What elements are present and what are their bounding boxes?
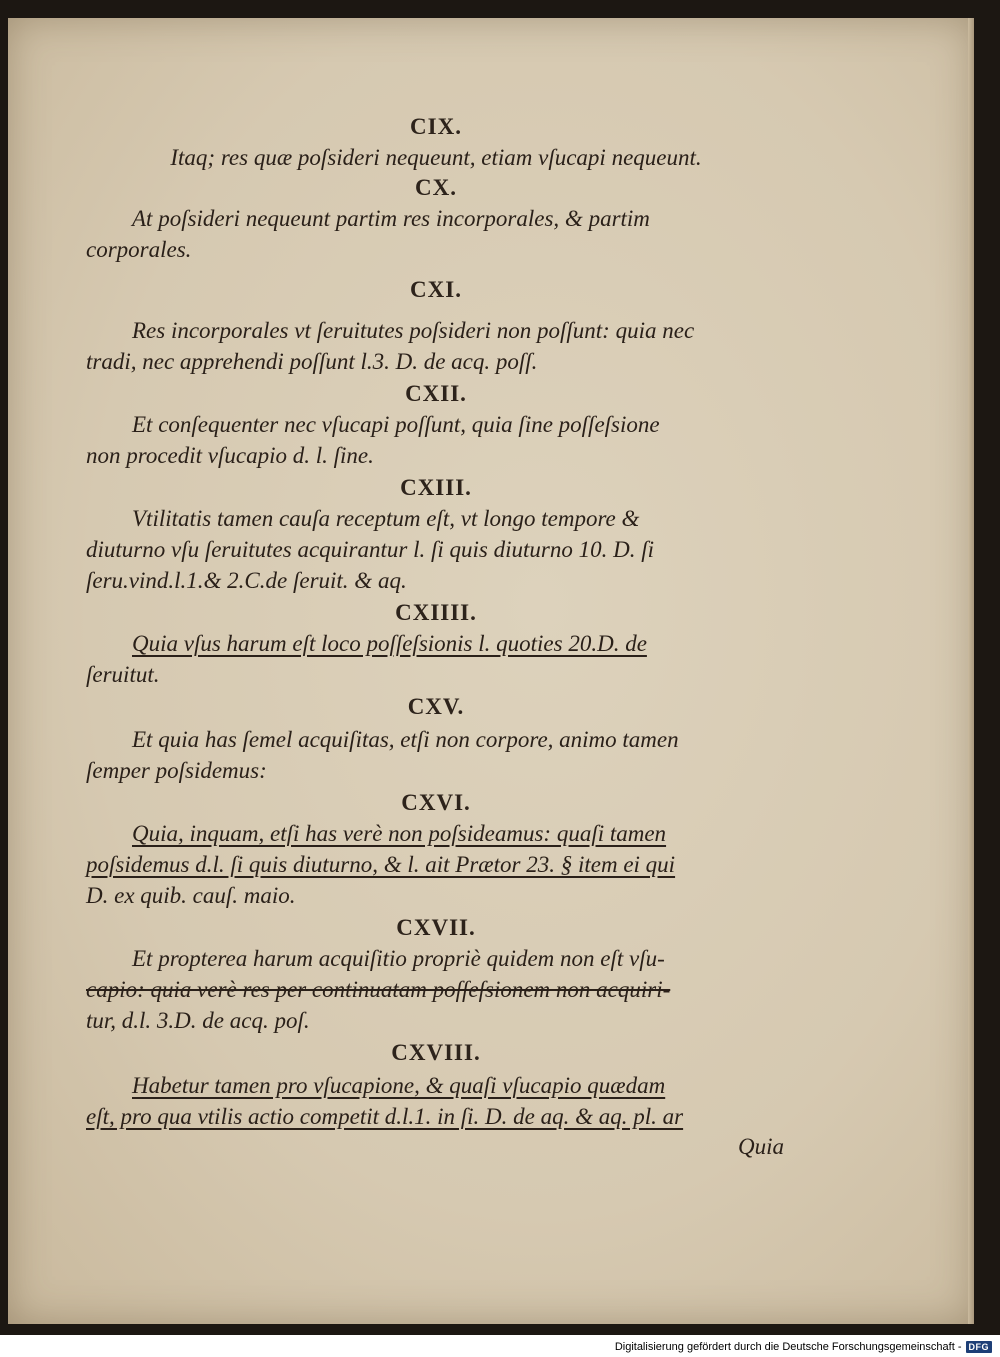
section-heading: CXVII. (396, 915, 476, 940)
section-heading: CXVI. (401, 790, 471, 815)
section-text (86, 1070, 786, 1132)
dfg-logo-icon: DFG (966, 1341, 993, 1353)
footer-text: Digitalisierung gefördert durch die Deutsche Forschungsgemeinschaft - (614, 1341, 962, 1353)
underlined-text: Quia vſus harum eſt loco poſſeſsionis l. quoties 20.D. de (132, 631, 647, 656)
page-edge (968, 18, 974, 1324)
section-text: Et conſequenter nec vſucapi poſſunt, quia ſine poſſeſsione non procedit vſucapio d. l. ſine. (86, 412, 660, 468)
section-text: At poſsideri nequeunt partim res incorporales, & partim corporales. (86, 206, 650, 262)
book-page (8, 18, 974, 1324)
underlined-text: Quia, inquam, etſi has verè non poſsideamus: quaſi tamen (132, 821, 667, 846)
section-heading: CXV. (407, 694, 465, 719)
text-block (86, 112, 786, 1162)
section-heading: CXI. (410, 277, 462, 302)
section-heading: CXVIII. (391, 1040, 481, 1065)
section-heading: CXII. (405, 381, 467, 406)
catchword: Quia (738, 1134, 784, 1159)
underlined-text: eſt, pro qua vtilis actio competit d.l.1. in ſi. D. de aq. & aq. pl. ar (86, 1104, 684, 1129)
section-text: Et propterea harum acquiſitio propriè quidem non eſt vſu- capio: quia verè res per continuatam poſſeſsionem non acquiri- tur, d.l. 3.D. de acq. poſ. (86, 946, 671, 1033)
section-text: Quia vſus harum eſt loco poſſeſsionis l. quoties 20.D. de ſeruitut. (86, 631, 647, 687)
section-heading: CX. (415, 175, 457, 200)
struck-text: capio: quia verè res per continuatam poſſeſsionem non acquiri- (86, 977, 671, 1002)
section-text: Quia, inquam, etſi has verè non poſsideamus: quaſi tamen poſsidemus d.l. ſi quis diuturno, & l. ait Prætor 23. § item ei qui D. ex quib. cauſ. maio. (86, 821, 676, 908)
section-heading: CIX. (410, 114, 462, 139)
digitization-footer (615, 1339, 992, 1355)
section-heading: CXIIII. (395, 600, 477, 625)
underlined-text: poſsidemus d.l. ſi quis diuturno, & l. ait Prætor 23. § item ei qui (86, 852, 676, 877)
underlined-text: Habetur tamen pro vſucapione, & quaſi vſucapio quædam (132, 1073, 666, 1098)
section-text: Vtilitatis tamen cauſa receptum eſt, vt longo tempore & diuturno vſu ſeruitutes acquirantur l. ſi quis diuturno 10. D. ſi ſeru.vind.l.1.& 2.C.de ſeruit. & aq. (86, 506, 654, 593)
section-heading: CXIII. (400, 475, 472, 500)
section-text: Res incorporales vt ſeruitutes poſsideri non poſſunt: quia nec tradi, nec apprehendi poſſunt l.3. D. de acq. poſſ. (86, 318, 695, 374)
section-text: Itaq; res quæ poſsideri nequeunt, etiam vſucapi nequeunt. (170, 145, 702, 170)
section-text: Et quia has ſemel acquiſitas, etſi non corpore, animo tamen ſemper poſsidemus: (86, 727, 679, 783)
